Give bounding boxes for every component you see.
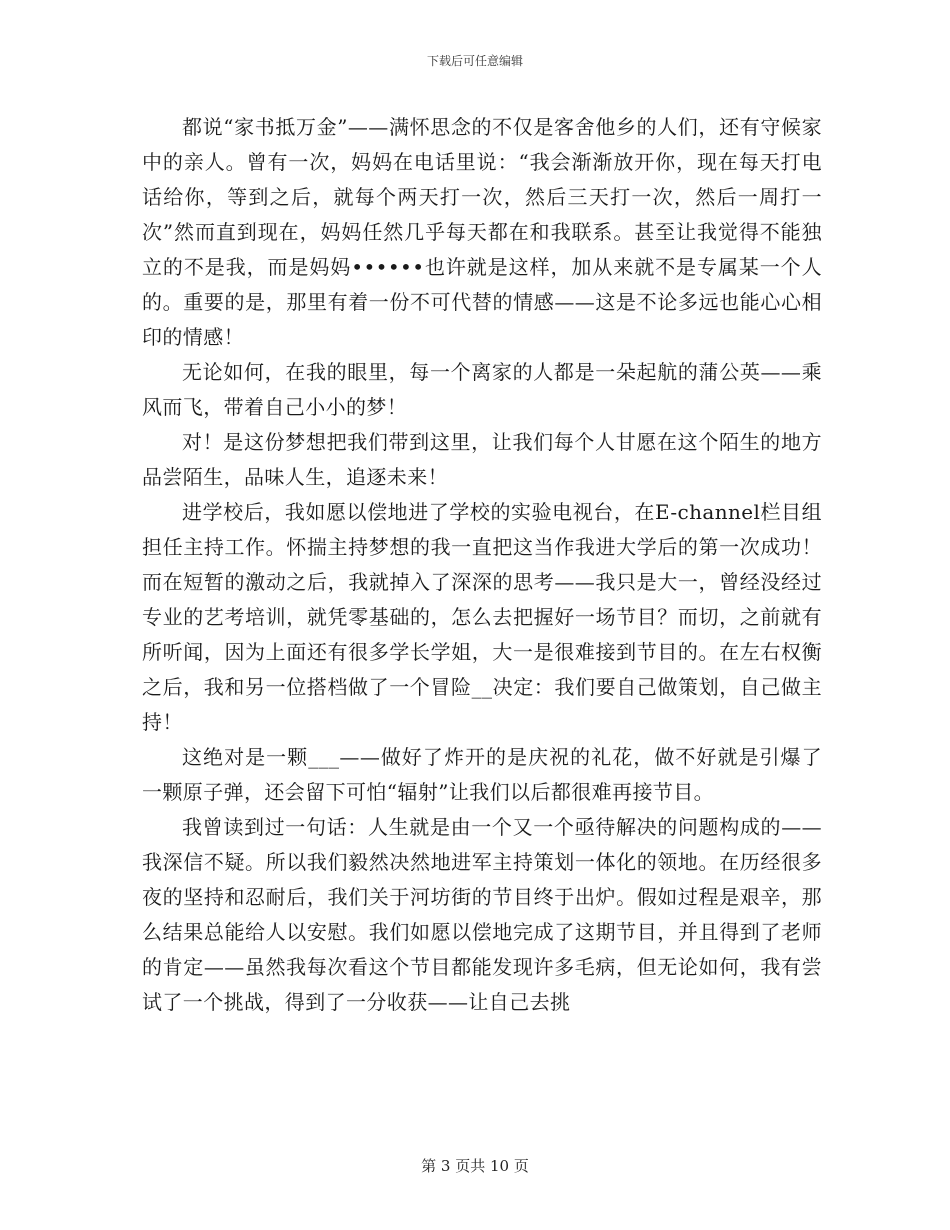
paragraph-4: 进学校后，我如愿以偿地进了学校的实验电视台，在E-channel栏目组担任主持工作。怀揣主持梦想的我一直把这当作我进大学后的第一次成功！而在短暂的激动之后，我就掉入了深深的思考——我只是大一，曾经没经过专业的艺考培训，就凭零基础的，怎么去把握好一场节目？而切，之前就有所听闻，因为上面还有很多学长学姐，大一是很难接到节目的。在左右权衡之后，我和另一位搭档做了一个冒险__决定：我们要自己做策划，自己做主持！ xyxy=(142,500,822,734)
page-number: 第 3 页共 10 页 xyxy=(421,1157,529,1175)
page-header-note: 下载后可任意编辑 xyxy=(426,54,523,68)
paragraph-2: 无论如何，在我的眼里，每一个离家的人都是一朵起航的蒲公英——乘风而飞，带着自己小小的梦！ xyxy=(142,360,822,419)
paragraph-6: 我曾读到过一句话：人生就是由一个又一个亟待解决的问题构成的——我深信不疑。所以我们毅然决然地进军主持策划一体化的领地。在历经很多夜的坚持和忍耐后，我们关于河坊街的节目终于出炉。假如过程是艰辛，那么结果总能给人以安慰。我们如愿以偿地完成了这期节目，并且得到了老师的肯定——虽然我每次看这个节目都能发现许多毛病，但无论如何，我有尝试了一个挑战，得到了一分收获——让自己去挑 xyxy=(142,815,822,1014)
paragraph-1: 都说“家书抵万金”——满怀思念的不仅是客舍他乡的人们，还有守候家中的亲人。曾有一次，妈妈在电话里说：“我会渐渐放开你，现在每天打电话给你，等到之后，就每个两天打一次，然后三天打一次，然后一周打一次”然而直到现在，妈妈任然几乎每天都在和我联系。甚至让我觉得不能独立的不是我，而是妈妈••••••也许就是这样，加从来就不是专属某一个人的。重要的是，那里有着一份不可代替的情感——这是不论多远也能心心相印的情感！ xyxy=(142,115,822,349)
paragraph-3: 对！是这份梦想把我们带到这里，让我们每个人甘愿在这个陌生的地方品尝陌生，品味人生，追逐未来！ xyxy=(142,430,822,489)
paragraph-5: 这绝对是一颗___——做好了炸开的是庆祝的礼花，做不好就是引爆了一颗原子弹，还会留下可怕“辐射”让我们以后都很难再接节目。 xyxy=(142,745,822,804)
document-body xyxy=(142,110,822,1020)
